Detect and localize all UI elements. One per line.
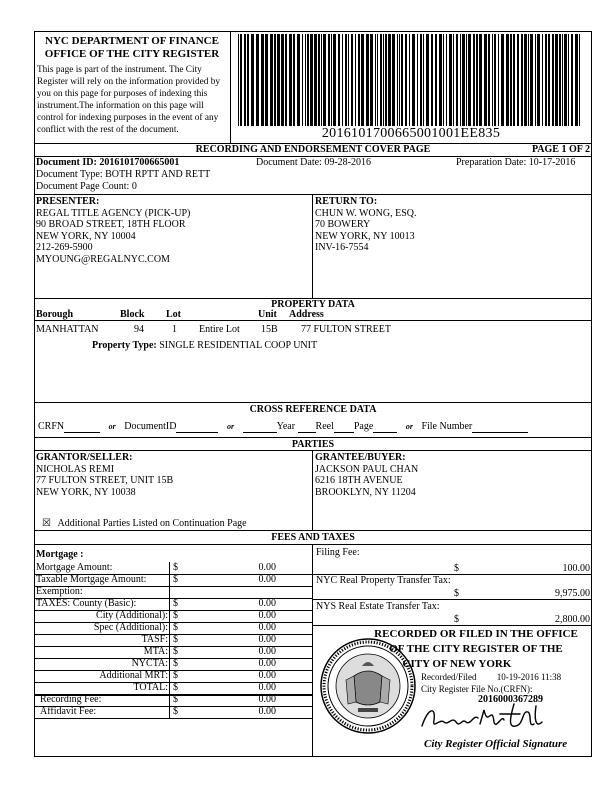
barcode-bar <box>492 34 493 126</box>
dept-line2: OFFICE OF THE CITY REGISTER <box>44 48 220 60</box>
barcode-bar <box>498 34 499 126</box>
barcode-bar <box>562 34 563 126</box>
fee-row-label: MTA: <box>143 646 168 657</box>
barcode-bar <box>506 34 509 126</box>
barcode-bar <box>323 34 326 126</box>
barcode-bar <box>412 34 415 126</box>
barcode-text: 2016101700665001001EE835 <box>321 126 501 141</box>
presenter-line: REGAL TITLE AGENCY (PICK-UP) <box>36 207 191 219</box>
barcode-bar <box>285 34 287 126</box>
return-to-line: NEW YORK, NY 10013 <box>315 230 415 242</box>
barcode-bar <box>555 34 558 126</box>
fee-row-amount: 0.00 <box>258 670 276 681</box>
barcode-bar <box>435 34 437 126</box>
fee-row-amount: 0.00 <box>258 610 276 621</box>
property-col-borough: Borough <box>36 309 74 320</box>
barcode-bar <box>333 34 336 126</box>
fee-row-amount: 0.00 <box>258 706 276 717</box>
document-page-count: Document Page Count: 0 <box>36 181 137 192</box>
fee-col-rule <box>169 562 170 718</box>
dept-line1: NYC DEPARTMENT OF FINANCE <box>45 35 219 47</box>
barcode-bar <box>310 34 313 126</box>
grantee-heading: GRANTEE/BUYER: <box>315 452 406 463</box>
fee-row-label: City (Additional): <box>96 610 168 621</box>
cross-ref-docid: DocumentID <box>124 421 177 432</box>
barcode-bar <box>423 34 424 126</box>
nyc-transfer-tax-amount: 9,975.00 <box>555 588 590 599</box>
filing-fee-amount: 100.00 <box>562 563 590 574</box>
barcode-bar <box>274 34 276 126</box>
property-type-value: SINGLE RESIDENTIAL COOP UNIT <box>159 340 318 351</box>
barcode-bar <box>476 34 478 126</box>
barcode-bar <box>446 34 447 126</box>
grantor-line: 77 FULTON STREET, UNIT 15B <box>36 475 174 486</box>
barcode-graphic <box>236 34 586 126</box>
fee-row-dollar: $ <box>173 646 178 657</box>
rule <box>34 530 592 531</box>
parties-divider <box>312 450 313 530</box>
barcode-bar <box>453 34 454 126</box>
return-to-heading: RETURN TO: <box>315 196 378 207</box>
barcode-bar <box>462 34 465 126</box>
cross-ref-heading: CROSS REFERENCE DATA <box>249 404 377 415</box>
filing-fee-dollar: $ <box>454 563 459 574</box>
barcode-bar <box>397 34 398 126</box>
fee-row-dollar: $ <box>173 634 178 645</box>
fee-row-label: Exemption: <box>36 586 83 597</box>
barcode-bar <box>460 34 461 126</box>
presenter-block <box>36 196 308 265</box>
docid-field[interactable] <box>176 432 218 433</box>
property-type: Property Type: SINGLE RESIDENTIAL COOP UNIT <box>92 340 318 351</box>
barcode-bar <box>524 34 527 126</box>
notice-text: This page is part of the instrument. The City Register will rely on the information provided by you on this page for purposes of indexing this instrument.The information on this page will control for indexing purposes in the event of any conflict with the rest of the document. <box>37 65 221 135</box>
property-unit: 15B <box>261 324 278 335</box>
recorded-line2: OF THE CITY REGISTER OF THE <box>389 643 563 655</box>
recorded-filed-value: 10-19-2016 11:38 <box>496 672 562 682</box>
nys-transfer-tax-dollar: $ <box>454 614 459 625</box>
barcode-bar <box>293 34 295 126</box>
cover-title: RECORDING AND ENDORSEMENT COVER PAGE <box>195 144 431 155</box>
fee-row <box>34 670 312 682</box>
fee-row-dollar: $ <box>173 598 178 609</box>
barcode-bar <box>302 34 303 126</box>
recorded-line3: CITY OF NEW YORK <box>402 658 512 670</box>
return-to-line: CHUN W. WONG, ESQ. <box>315 207 417 219</box>
grantee-line: BROOKLYN, NY 11204 <box>315 486 416 498</box>
fee-row-label: TAXES: County (Basic): <box>36 598 137 609</box>
presenter-heading: PRESENTER: <box>36 196 100 207</box>
barcode-bar <box>251 34 254 126</box>
barcode-bar <box>401 34 403 126</box>
barcode-bar <box>449 34 452 126</box>
document-date: Document Date: 09-28-2016 <box>256 157 371 168</box>
barcode-bar <box>542 34 543 126</box>
property-address: 77 FULTON STREET <box>301 324 392 335</box>
fee-row-dollar: $ <box>173 658 178 669</box>
barcode-bar <box>345 34 347 126</box>
year-field[interactable] <box>243 432 277 433</box>
document-id: Document ID: 2016101700665001 <box>36 157 180 168</box>
barcode-bar <box>375 34 376 126</box>
barcode-bar <box>388 34 391 126</box>
city-seal <box>318 636 418 736</box>
property-col-unit: Unit <box>258 309 277 320</box>
fee-row <box>34 574 312 586</box>
fee-row-amount: 0.00 <box>258 574 276 585</box>
fee-row <box>34 646 312 658</box>
barcode-bar <box>338 34 340 126</box>
document-page-count-value: 0 <box>131 181 137 192</box>
additional-parties <box>42 518 247 530</box>
nys-transfer-tax-amount: 2,800.00 <box>555 614 590 625</box>
barcode-bar <box>238 34 239 126</box>
barcode-bar <box>548 34 550 126</box>
barcode-bar <box>426 34 429 126</box>
barcode-bar <box>575 34 578 126</box>
barcode-bar <box>307 34 309 126</box>
barcode-bar <box>270 34 273 126</box>
grantee-line: JACKSON PAUL CHAN <box>315 463 419 475</box>
dept-title <box>36 35 228 61</box>
barcode-bar <box>261 34 264 126</box>
presenter-line: NEW YORK, NY 10004 <box>36 230 136 242</box>
fee-row-dollar: $ <box>173 694 178 705</box>
barcode-bar <box>289 34 292 126</box>
additional-parties-label: Additional Parties Listed on Continuation Page <box>57 518 247 529</box>
fee-row-dollar: $ <box>173 622 178 633</box>
barcode-bar <box>559 34 561 126</box>
fees-heading: FEES AND TAXES <box>271 532 355 543</box>
barcode-bar <box>342 34 343 126</box>
barcode-bar <box>247 34 249 126</box>
fee-row-amount: 0.00 <box>258 658 276 669</box>
rule <box>34 194 592 195</box>
fee-row-label: Spec (Additional): <box>93 622 168 633</box>
fees-divider <box>312 544 313 757</box>
barcode <box>236 34 586 126</box>
barcode-bar <box>552 34 554 126</box>
barcode-bar <box>240 34 242 126</box>
barcode-bar <box>528 34 529 126</box>
property-col-lot: Lot <box>166 309 181 320</box>
rule <box>312 599 592 600</box>
fee-row-label: NYCTA: <box>131 658 168 669</box>
crfn-field[interactable] <box>64 432 100 433</box>
grantee-block <box>315 452 587 498</box>
property-lot: 1 <box>172 324 177 335</box>
barcode-bar <box>331 34 332 126</box>
barcode-bar <box>256 34 259 126</box>
barcode-bar <box>571 34 573 126</box>
document-id-value: 2016101700665001 <box>99 157 180 168</box>
fee-table <box>34 562 312 722</box>
barcode-bar <box>417 34 418 126</box>
fee-row <box>34 586 312 598</box>
barcode-bar <box>380 34 382 126</box>
property-col-block: Block <box>120 309 145 320</box>
file-number-field[interactable] <box>472 432 528 433</box>
barcode-bar <box>281 34 284 126</box>
cross-ref-line: CRFN or DocumentID or Year Reel Page or File Number <box>38 421 590 433</box>
barcode-bar <box>431 34 433 126</box>
barcode-bar <box>392 34 395 126</box>
nys-transfer-tax: NYS Real Estate Transfer Tax: <box>316 601 440 612</box>
barcode-bar <box>405 34 407 126</box>
fee-row-amount: 0.00 <box>258 634 276 645</box>
city-seal-icon <box>318 636 418 736</box>
barcode-bar <box>479 34 482 126</box>
barcode-bar <box>244 34 246 126</box>
parties-heading: PARTIES <box>291 439 335 450</box>
presenter-line: 90 BROAD STREET, 18TH FLOOR <box>36 219 186 230</box>
fee-row-amount: 0.00 <box>258 646 276 657</box>
document-type: Document Type: BOTH RPTT AND RETT <box>36 169 211 180</box>
barcode-bar <box>305 34 306 126</box>
official-signature <box>418 700 548 734</box>
barcode-bar <box>568 34 569 126</box>
return-to-block <box>315 196 587 254</box>
fee-row <box>34 634 312 646</box>
barcode-bar <box>351 34 353 126</box>
grantor-block <box>36 452 308 498</box>
signature-caption: City Register Official Signature <box>424 738 568 750</box>
fee-row-label: Additional MRT: <box>99 670 168 681</box>
fee-row-amount: 0.00 <box>258 598 276 609</box>
barcode-bar <box>277 34 280 126</box>
presenter-line: MYOUNG@REGALNYC.COM <box>36 253 170 265</box>
fee-row-amount: 0.00 <box>258 562 276 573</box>
fee-row-amount: 0.00 <box>258 622 276 633</box>
barcode-bar <box>521 34 523 126</box>
fee-row-dollar: $ <box>173 562 178 573</box>
barcode-bar <box>358 34 360 126</box>
barcode-bar <box>494 34 496 126</box>
grantor-heading: GRANTOR/SELLER: <box>36 452 133 463</box>
barcode-bar <box>456 34 458 126</box>
fee-row <box>34 658 312 670</box>
recorded-line1: RECORDED OR FILED IN THE OFFICE <box>374 628 578 640</box>
barcode-bar <box>383 34 384 126</box>
presenter-divider <box>312 194 313 298</box>
barcode-bar <box>321 34 322 126</box>
barcode-bar <box>488 34 490 126</box>
barcode-bar <box>348 34 349 126</box>
fee-row-dollar: $ <box>173 706 178 717</box>
presenter-line: 212-269-5900 <box>36 242 93 253</box>
fee-row-dollar: $ <box>173 682 178 693</box>
barcode-bar <box>484 34 487 126</box>
rule <box>34 437 592 438</box>
barcode-bar <box>513 34 515 126</box>
return-to-line: 70 BOWERY <box>315 219 371 230</box>
property-heading: PROPERTY DATA <box>271 299 355 310</box>
fee-row-rule <box>34 718 312 719</box>
barcode-bar <box>510 34 512 126</box>
return-to-line: INV-16-7554 <box>315 242 369 253</box>
barcode-bar <box>473 34 475 126</box>
fee-row-label: Affidavit Fee: <box>40 706 97 717</box>
fee-row-dollar: $ <box>173 610 178 621</box>
preparation-date-value: 10-17-2016 <box>528 157 576 168</box>
reel-field[interactable] <box>298 432 316 433</box>
rule <box>34 544 592 545</box>
fee-row-label: TASF: <box>141 634 168 645</box>
page-field[interactable] <box>373 432 397 433</box>
mortgage-heading: Mortgage : <box>36 549 84 560</box>
grantee-line: 6216 18TH AVENUE <box>315 475 403 486</box>
fee-row-label: Taxable Mortgage Amount: <box>36 574 147 585</box>
recorded-filed: Recorded/Filed 10-19-2016 11:38 <box>421 672 562 682</box>
barcode-bar <box>468 34 471 126</box>
property-block: 94 <box>134 324 144 335</box>
fee-row-dollar: $ <box>173 574 178 585</box>
barcode-bar <box>517 34 519 126</box>
fee-row <box>34 682 312 694</box>
barcode-bar <box>366 34 369 126</box>
rule <box>34 450 592 451</box>
rule <box>34 320 592 321</box>
barcode-bar <box>399 34 400 126</box>
barcode-bar <box>297 34 300 126</box>
grantor-line: NICHOLAS REMI <box>36 463 115 475</box>
property-lot-type: Entire Lot <box>199 324 240 335</box>
crfn-value: 2016000367289 <box>478 694 543 705</box>
barcode-bar <box>355 34 356 126</box>
fee-row <box>34 598 312 610</box>
fee-row-amount: 0.00 <box>258 682 276 693</box>
additional-parties-checkbox[interactable]: ☒ <box>42 518 51 529</box>
fee-row <box>34 622 312 634</box>
barcode-bar <box>501 34 504 126</box>
fee-row-label: Mortgage Amount: <box>36 562 113 573</box>
barcode-bar <box>537 34 540 126</box>
barcode-bar <box>328 34 330 126</box>
barcode-bar <box>545 34 547 126</box>
signature-graphic <box>418 700 548 734</box>
nyc-transfer-tax-dollar: $ <box>454 588 459 599</box>
cross-ref-crfn: CRFN <box>38 421 65 432</box>
barcode-bar <box>439 34 442 126</box>
barcode-bar <box>564 34 567 126</box>
fee-row-label: TOTAL: <box>133 682 168 693</box>
document-type-value: BOTH RPTT AND RETT <box>105 169 211 180</box>
document-date-value: 09-28-2016 <box>324 157 371 168</box>
fee-row-dollar: $ <box>173 670 178 681</box>
fee-row <box>34 562 312 574</box>
barcode-bar <box>370 34 373 126</box>
property-col-address: Address <box>289 309 324 320</box>
barcode-bar <box>466 34 467 126</box>
fee-row <box>34 706 312 718</box>
reel-value-field[interactable] <box>334 432 354 433</box>
barcode-bar <box>409 34 410 126</box>
barcode-bar <box>314 34 317 126</box>
cover-page: PAGE 1 OF 2 <box>531 144 590 155</box>
barcode-bar <box>579 34 580 126</box>
barcode-bar <box>385 34 387 126</box>
barcode-bar <box>265 34 268 126</box>
fee-row-amount: 0.00 <box>258 694 276 705</box>
barcode-bar <box>530 34 533 126</box>
crfn-label: City Register File No.(CRFN): <box>421 684 533 694</box>
barcode-bar <box>361 34 364 126</box>
nyc-transfer-tax: NYC Real Property Transfer Tax: <box>316 575 451 586</box>
barcode-bar <box>535 34 536 126</box>
barcode-bar <box>420 34 422 126</box>
barcode-bar <box>318 34 320 126</box>
grantor-line: NEW YORK, NY 10038 <box>36 486 136 498</box>
barcode-bar <box>377 34 378 126</box>
header-divider <box>230 31 231 143</box>
barcode-bar <box>443 34 444 126</box>
fee-row <box>34 694 312 706</box>
rule <box>34 402 592 403</box>
fee-row <box>34 610 312 622</box>
preparation-date: Preparation Date: 10-17-2016 <box>456 157 576 168</box>
filing-fee: Filing Fee: <box>316 547 360 558</box>
rule <box>312 625 592 626</box>
fee-row-label: Recording Fee: <box>40 694 102 705</box>
property-borough: MANHATTAN <box>36 324 99 335</box>
